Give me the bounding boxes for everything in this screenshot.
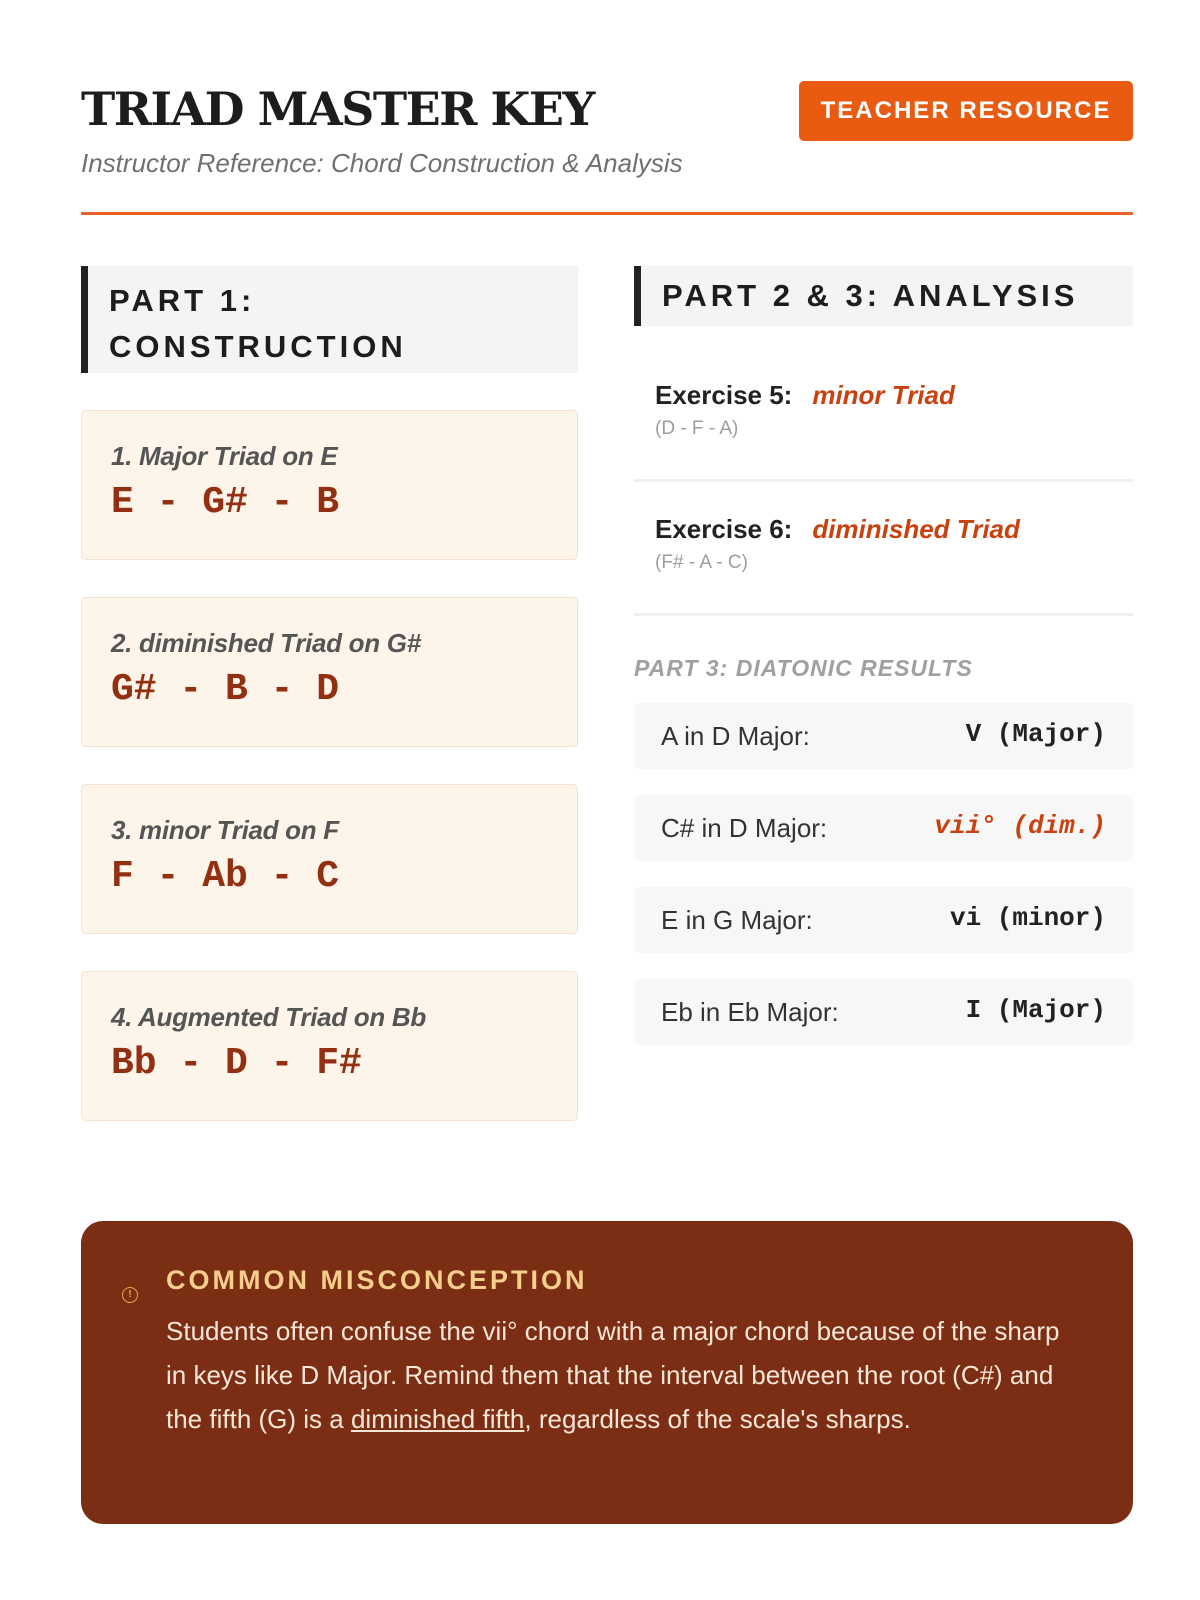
page-subtitle: Instructor Reference: Chord Construction & Analysis bbox=[81, 148, 683, 178]
analysis-column bbox=[634, 266, 1133, 1027]
diatonic-results-label: PART 3: DIATONIC RESULTS bbox=[634, 655, 973, 681]
info-circle-icon: ! bbox=[122, 1287, 138, 1303]
page-title: TRIAD MASTER KEY bbox=[81, 82, 594, 136]
part1-heading-line1: PART 1: bbox=[109, 283, 256, 318]
card-notes: Bb - D - F# bbox=[111, 1042, 362, 1085]
result-row bbox=[634, 979, 1133, 1045]
result-key: A in D Major: bbox=[661, 721, 810, 751]
construction-card-2 bbox=[81, 597, 578, 747]
callout-body bbox=[166, 1309, 1086, 1441]
construction-card-1 bbox=[81, 410, 578, 560]
callout-body-text-end: , regardless of the scale's sharps. bbox=[524, 1404, 911, 1434]
result-key: Eb in Eb Major: bbox=[661, 997, 839, 1027]
part1-heading-line2: CONSTRUCTION bbox=[109, 329, 407, 364]
answer-key-page bbox=[81, 60, 1133, 1434]
exercise-answer: minor Triad bbox=[812, 380, 955, 410]
result-row bbox=[634, 887, 1133, 953]
result-row bbox=[634, 795, 1133, 861]
result-value: I (Major) bbox=[965, 995, 1106, 1025]
result-row bbox=[634, 703, 1133, 769]
card-label: 2. diminished Triad on G# bbox=[111, 628, 421, 658]
callout-emphasis: diminished fifth bbox=[350, 1404, 525, 1434]
part2-heading: PART 2 & 3: ANALYSIS bbox=[634, 266, 1133, 326]
exercise-5 bbox=[634, 358, 1133, 482]
misconception-callout bbox=[81, 1221, 1133, 1524]
callout-title: COMMON MISCONCEPTION bbox=[166, 1265, 588, 1295]
construction-card-4 bbox=[81, 971, 578, 1121]
exercise-answer: diminished Triad bbox=[812, 514, 1020, 544]
result-value: V (Major) bbox=[965, 719, 1106, 749]
exercise-title: Exercise 6: bbox=[655, 514, 793, 544]
exercise-title: Exercise 5: bbox=[655, 380, 793, 410]
part1-heading bbox=[81, 266, 578, 373]
result-value: vii° (dim.) bbox=[934, 811, 1106, 841]
card-label: 3. minor Triad on F bbox=[111, 815, 339, 845]
card-label: 1. Major Triad on E bbox=[111, 441, 338, 471]
card-notes: F - Ab - C bbox=[111, 855, 340, 898]
result-value: vi (minor) bbox=[949, 903, 1106, 933]
construction-card-3 bbox=[81, 784, 578, 934]
card-notes: E - G# - B bbox=[111, 481, 340, 524]
result-key: C# in D Major: bbox=[661, 813, 828, 843]
exercise-line bbox=[655, 380, 955, 411]
construction-column bbox=[81, 266, 578, 1085]
exercise-notes: (F# - A - C) bbox=[655, 552, 748, 573]
card-label: 4. Augmented Triad on Bb bbox=[111, 1002, 426, 1032]
exercise-line bbox=[655, 514, 1020, 545]
exercise-notes: (D - F - A) bbox=[655, 418, 739, 439]
exercise-6 bbox=[634, 492, 1133, 616]
callout-body-text: Students often confuse the vii° chord with a major chord because of the sharp in keys like D Major. Remind them that the interval between the root (C#) and the fifth (G) is a bbox=[166, 1316, 1060, 1434]
teacher-resource-badge: TEACHER RESOURCE bbox=[799, 81, 1133, 141]
page-header bbox=[81, 60, 1133, 215]
result-key: E in G Major: bbox=[661, 905, 813, 935]
card-notes: G# - B - D bbox=[111, 668, 340, 711]
